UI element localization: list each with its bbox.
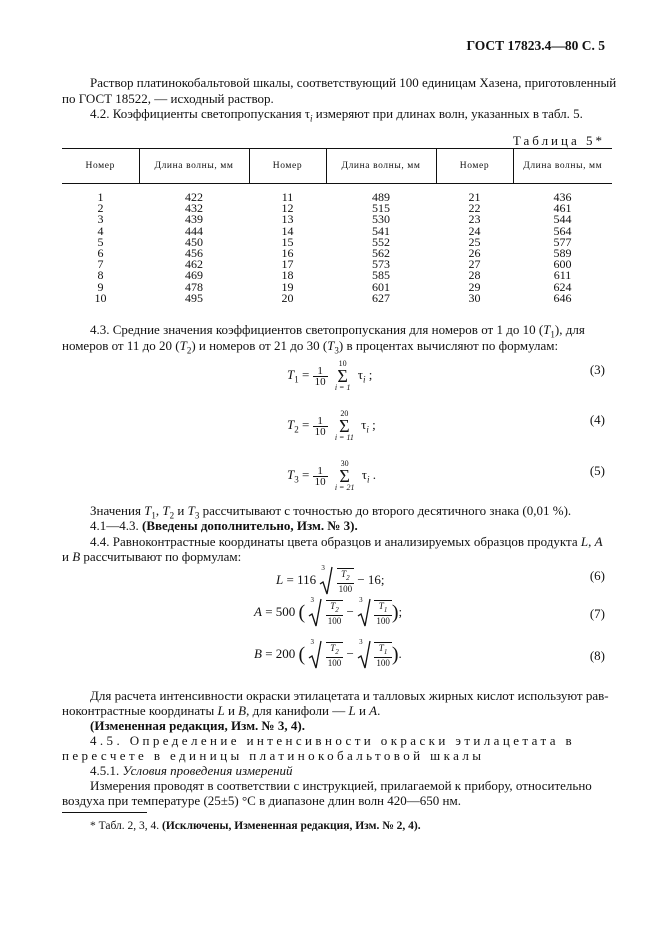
table-cell: 611 [553,268,572,283]
sum-top: 20 [340,409,349,418]
tail: . [398,645,402,661]
text: и [224,703,239,718]
t-symbol: T [162,503,170,518]
eq-number-4: (4) [589,412,605,427]
text: и [355,703,370,718]
subsection-title: Условия проведения измерений [122,763,293,778]
formula-4: $T_2$ = $\frac{1}{10}$ 20 Σ i = 11 $\tau_i$ ; [287,409,376,442]
table-cell: 436 [553,190,572,204]
num [374,643,392,658]
table-cell: 12 [281,201,294,216]
amendment-4-1 [90,518,358,533]
table-cell: 25 [468,234,481,249]
tsub: 1 [383,647,388,656]
t: T [378,601,384,612]
table-cell: 13 [281,212,294,227]
intro-line-2: по ГОСТ 18522, — исходный раствор. [62,91,274,106]
L-symbol: L [348,703,356,718]
table-row [62,248,612,259]
section-4-3-line-2 [62,338,558,359]
section-4-4-line-1 [90,534,603,549]
text: 4.3. Средние значения коэффициентов светопропускания для номеров от 1 до 10 ( [90,322,544,337]
A-symbol: A [594,534,603,549]
text: ), для [554,322,585,337]
table-cell: 552 [372,234,390,249]
table-cell: 3 [97,212,104,227]
section-4-5-title-1: 4.5. Определение интенсивности окраски этилацетата в [90,733,576,748]
table-cell: 11 [281,190,294,204]
root-index: 3 [310,596,314,604]
section-4-4-line-2 [62,549,241,564]
den: 100 [376,657,390,668]
table-cell: 20 [281,290,294,305]
table-cell: 30 [468,290,481,305]
text: 4.1—4.3. [90,518,142,533]
section-4-5-title-2: пересчете в единицы платинокобальтовой шкалы [62,748,485,763]
table-row [62,270,612,281]
num [374,601,392,616]
table-cell: 439 [185,212,203,227]
table-cell: 24 [468,223,481,238]
tau: τ [361,416,367,432]
fraction [374,642,392,668]
table-cell: 27 [468,257,481,272]
col-header-number-1: Номер [62,149,139,184]
eq: = 200 [261,645,299,661]
table-cell: 14 [281,223,294,238]
amendment-note: (Введены дополнительно, Изм. № 3). [142,518,358,533]
num [337,569,355,584]
table-cell: 489 [372,190,390,204]
text: и [174,503,188,518]
den: 100 [327,657,342,668]
section-4-2-text-end: измеряют при длинах волн, указанных в табл. 5. [312,106,583,121]
col-header-wavelength-1: Длина волны, мм [139,149,249,184]
table-cell: 22 [468,201,481,216]
t-symbol: T [187,503,195,518]
tau-subscript: i [310,113,313,124]
tail: ; [368,416,376,432]
text: , для канифоли — [246,703,349,718]
table-cell: 7 [97,257,104,272]
table-cell: 444 [185,223,203,238]
num: 1 [313,416,328,427]
den: 10 [314,375,326,388]
tsub: 2 [335,647,339,656]
formula-6 [276,566,385,596]
root-index: 3 [359,638,363,646]
table-cell: 26 [468,246,481,261]
table-row [62,203,612,214]
table-cell: 624 [553,279,572,294]
table-cell: 577 [553,234,572,249]
tau-sub: i [362,374,366,385]
table-cell: 456 [185,246,203,261]
formula-5: $T_3$ = $\frac{1}{10}$ 30 Σ i = 21 $\tau_i$ . [287,459,376,492]
table-cell: 646 [553,290,572,305]
root-index: 3 [359,596,363,604]
sum-symbol: 30 Σ i = 21 [334,459,355,492]
tau: τ [361,466,367,482]
table-cell: 17 [281,257,294,272]
sum-bottom: i = 11 [334,433,354,442]
minus: − [346,603,354,619]
tail: ; [365,366,373,382]
table-cell: 600 [553,257,572,272]
section-4-5-1 [90,763,293,778]
cube-root-2 [357,640,392,670]
text: . [377,703,381,718]
B-symbol: B [72,549,81,564]
sub: 1 [151,510,156,521]
table-cell: 469 [185,268,203,283]
table-cell: 450 [185,234,203,249]
tail: ; [398,603,403,619]
eq-number-5: (5) [589,463,605,478]
minus: − [346,645,354,661]
measurement-line-2: воздуха при температуре (25±5) °С в диапазоне длин волн 420—650 нм. [62,793,461,808]
table-cell: 564 [553,223,572,238]
col-header-number-3: Номер [436,149,513,184]
formula-8: B = 200 ( 3 $\frac{T_2}{100}$ − 3 $\frac{T_1}{100}$ ). [254,640,402,670]
tau-sub: i [366,474,370,485]
sum-symbol: 20 Σ i = 11 [334,409,354,442]
table-row [62,259,612,270]
table-cell: 515 [372,201,390,216]
den: 10 [314,425,326,438]
text: рассчитывают с точностью до второго десятичного знака (0,01 %). [199,503,572,518]
table-cell: 601 [372,279,390,294]
amendment-note-3-4: (Измененная редакция, Изм. № 3, 4). [90,718,305,733]
table-cell: 8 [97,268,104,283]
sub: 3 [334,345,339,356]
text: ) в процентах вычисляют по формулам: [338,338,559,353]
table-cell: 2 [97,201,104,216]
root-index: 3 [321,564,325,572]
fraction [326,642,344,668]
sum-top: 10 [338,359,347,368]
table-cell: 530 [372,212,390,227]
table-cell: 1 [97,190,104,204]
paragraph-usage-line-1: Для расчета интенсивности окраски этилацетата и талловых жирных кислот используют рав- [90,688,609,703]
sub: 3 [194,510,200,521]
table-cell: 10 [94,290,107,305]
f-lhs: T [287,416,295,432]
text: рассчитывают по формулам: [80,549,242,564]
f-sub: 2 [294,424,299,435]
sub: 2 [169,510,175,521]
page-header: ГОСТ 17823.4—80 С. 5 [466,38,605,53]
table-cell: 18 [281,268,294,283]
section-4-2 [90,106,583,127]
paragraph-usage-line-2 [62,703,380,718]
table-cell: 478 [185,279,203,294]
formula-3: $T_1$ = $\frac{1}{10}$ 10 Σ i = 1 $\tau_i$ ; [287,359,373,392]
table-cell: 19 [281,279,294,294]
table-cell: 28 [468,268,481,283]
wavelength-table [62,148,612,304]
fraction [313,466,328,487]
text: , [155,503,163,518]
t-symbol: T [543,322,551,337]
t: T [330,601,336,612]
text: 4.4. Равноконтрастные координаты цвета образцов и анализируемых образцов продукта [90,534,581,549]
table-cell: 6 [97,246,104,261]
table-caption: Таблица 5* [512,133,605,148]
text: ) и номеров от 21 до 30 ( [191,338,328,353]
table-cell: 573 [372,257,390,272]
table-cell: 16 [281,246,294,261]
f-sub: 1 [294,374,299,385]
eq: = 500 [261,603,299,619]
table-row [62,293,612,304]
text: и [62,549,73,564]
table-cell: 562 [372,246,390,261]
tsub: 2 [335,605,339,614]
num: 1 [313,366,328,377]
text: ноконтрастные координаты [62,703,218,718]
f-lhs: T [287,366,295,382]
tsub: 1 [383,605,388,614]
footnote [90,820,421,832]
table-row [62,226,612,237]
f-lhs: T [287,466,295,482]
eq-number-3: (3) [589,362,605,377]
fraction [374,600,392,626]
B-symbol: B [238,703,247,718]
tau: τ [357,366,363,382]
den: 100 [376,615,390,626]
table-cell: 21 [468,190,481,204]
cube-root-1 [308,598,343,628]
tau-sub: i [366,424,369,435]
fraction [337,568,355,594]
measurement-line-1: Измерения проводят в соответствии с инструкцией, прилагаемой к прибору, относительно [90,778,592,793]
num [326,643,344,658]
sum-bottom: i = 1 [334,383,351,392]
eq-number-8: (8) [589,648,605,663]
formula-7: A = 500 ( 3 $\frac{T_2}{100}$ − 3 $\frac{T_1}{100}$ ); [254,598,402,628]
table-cell: 23 [468,212,481,227]
root-index: 3 [310,638,314,646]
table-cell: 462 [185,257,203,272]
den: 10 [314,475,326,488]
t: T [378,643,384,654]
table-header-row [62,149,612,184]
L-lhs: L [276,571,284,587]
table-cell: 589 [553,246,572,261]
cube-root-1 [308,640,343,670]
cube-root [319,566,354,596]
intro-line-1: Раствор платинокобальтовой шкалы, соответствующий 100 единицам Хазена, приготовленный [90,75,617,90]
col-header-wavelength-2: Длина волны, мм [326,149,436,184]
table-cell: 422 [185,190,203,204]
sub: 2 [186,345,192,356]
den: 100 [327,615,342,626]
eq: = 116 [283,571,320,587]
t-symbol: T [327,338,335,353]
A-lhs: A [254,603,262,619]
text: * Табл. 2, 3, 4. [90,820,163,832]
table-row [62,282,612,293]
table-row [62,237,612,248]
tsub: 2 [346,573,350,582]
col-header-number-2: Номер [249,149,326,184]
sum-symbol: 10 Σ i = 1 [334,359,351,392]
sum-bottom: i = 21 [334,483,355,492]
t: T [330,643,336,654]
f-sub: 3 [294,474,299,485]
table-cell: 495 [185,290,203,305]
t-symbol: T [179,338,187,353]
tail: − 16; [354,571,385,587]
fraction [313,366,328,387]
num [326,601,344,616]
sum-top: 30 [340,459,349,468]
table-cell: 544 [553,212,572,227]
t: T [341,569,347,580]
footnote-note: (Исключены, Измененная редакция, Изм. № 2, 4). [162,820,421,832]
table-cell: 432 [185,201,203,216]
text: Значения [90,503,145,518]
L-symbol: L [217,703,225,718]
eq-number-7: (7) [589,606,605,621]
table-cell: 541 [372,223,390,238]
table-row [62,214,612,225]
table-cell: 15 [281,234,294,249]
num: 1 [313,466,328,477]
fraction [326,600,344,626]
table-cell: 9 [97,279,104,294]
fraction [313,416,328,437]
table-row [62,184,612,204]
A-symbol: A [369,703,378,718]
table-cell: 461 [553,201,572,216]
sep: , [588,534,595,549]
table-cell: 4 [97,223,104,238]
t-symbol: T [144,503,152,518]
sub: 1 [550,329,555,340]
B-lhs: B [254,645,262,661]
cube-root-2 [357,598,392,628]
table-cell: 29 [468,279,481,294]
den: 100 [338,583,353,594]
section-4-2-text: 4.2. Коэффициенты светопропускания τ [90,106,311,121]
text: 4.5.1. [90,763,123,778]
col-header-wavelength-3: Длина волны, мм [513,149,612,184]
table-cell: 5 [97,234,104,249]
footnote-separator [62,812,147,813]
table-cell: 627 [372,290,390,305]
eq-number-6: (6) [589,568,605,583]
L-symbol: L [580,534,589,549]
table-cell: 585 [372,268,390,283]
text: номеров от 11 до 20 ( [62,338,180,353]
tail: . [369,466,376,482]
